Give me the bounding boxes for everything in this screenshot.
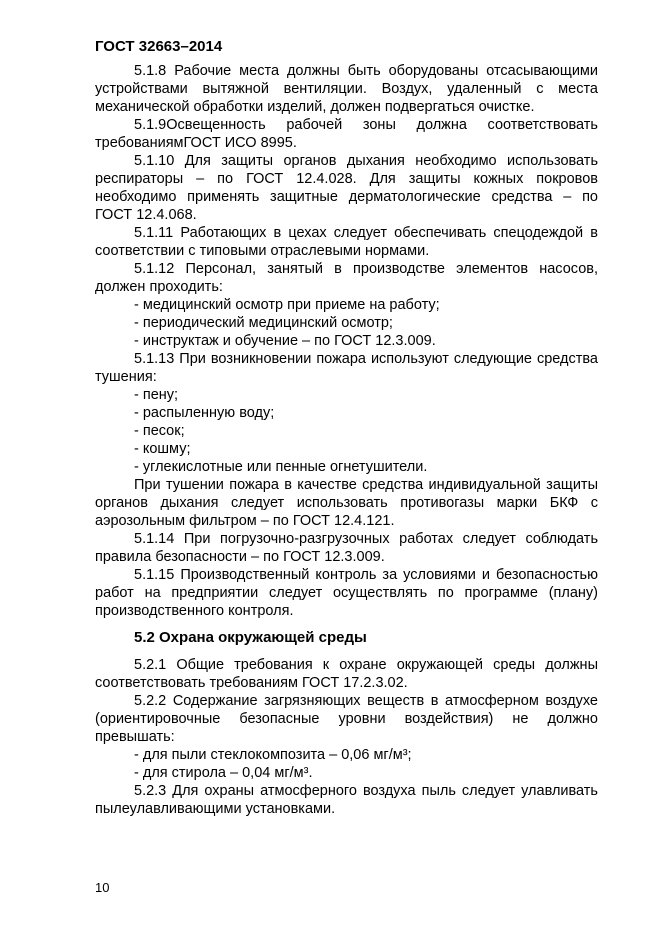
paragraph: 5.1.15 Производственный контроль за условиями и безопасностью работ на предприятии следует осуществлять по программе (плану) производственного контроля. xyxy=(95,567,598,619)
paragraph: 5.1.12 Персонал, занятый в производстве элементов насосов, должен проходить: xyxy=(95,261,598,295)
list-item: - для стирола – 0,04 мг/м³. xyxy=(134,765,313,781)
list-item: - углекислотные или пенные огнетушители. xyxy=(134,459,428,475)
paragraph: 5.1.8 Рабочие места должны быть оборудованы отсасывающими устройствами вытяжной вентиляции. Воздух, удаленный с места механической обработки изделий, должен подвергаться очистке. xyxy=(95,63,598,115)
paragraph: 5.1.13 При возникновении пожара используют следующие средства тушения: xyxy=(95,351,598,385)
section-heading: 5.2 Охрана окружающей среды xyxy=(134,629,367,646)
document-header: ГОСТ 32663–2014 xyxy=(95,38,223,55)
list-item: - для пыли стеклокомпозита – 0,06 мг/м³; xyxy=(134,747,412,763)
list-item: - периодический медицинский осмотр; xyxy=(134,315,393,331)
list-item: - кошму; xyxy=(134,441,191,457)
list-item: - инструктаж и обучение – по ГОСТ 12.3.009. xyxy=(134,333,436,349)
paragraph: 5.1.9Освещенность рабочей зоны должна соответствовать требованиямГОСТ ИСО 8995. xyxy=(95,117,598,151)
page-number: 10 xyxy=(95,880,110,895)
paragraph: 5.1.11 Работающих в цехах следует обеспечивать спецодеждой в соответствии с типовыми отраслевыми нормами. xyxy=(95,225,598,259)
paragraph: 5.2.2 Содержание загрязняющих веществ в атмосферном воздухе (ориентировочные безопасные уровни воздействия) не должно превышать: xyxy=(95,693,598,745)
paragraph: 5.2.1 Общие требования к охране окружающей среды должны соответствовать требованиям ГОСТ 17.2.3.02. xyxy=(95,657,598,691)
paragraph: 5.1.10 Для защиты органов дыхания необходимо использовать респираторы – по ГОСТ 12.4.028. Для защиты кожных покровов необходимо применять защитные дерматологические средства – по ГОСТ 12.4.068. xyxy=(95,153,598,223)
paragraph: 5.2.3 Для охраны атмосферного воздуха пыль следует улавливать пылеулавливающими установками. xyxy=(95,783,598,817)
list-item: - песок; xyxy=(134,423,185,439)
list-item: - распыленную воду; xyxy=(134,405,275,421)
paragraph: При тушении пожара в качестве средства индивидуальной защиты органов дыхания следует использовать противогазы марки БКФ с аэрозольным фильтром – по ГОСТ 12.4.121. xyxy=(95,477,598,529)
list-item: - пену; xyxy=(134,387,179,403)
paragraph: 5.1.14 При погрузочно-разгрузочных работах следует соблюдать правила безопасности – по ГОСТ 12.3.009. xyxy=(95,531,598,565)
list-item: - медицинский осмотр при приеме на работу; xyxy=(134,297,440,313)
document-body xyxy=(95,62,598,818)
